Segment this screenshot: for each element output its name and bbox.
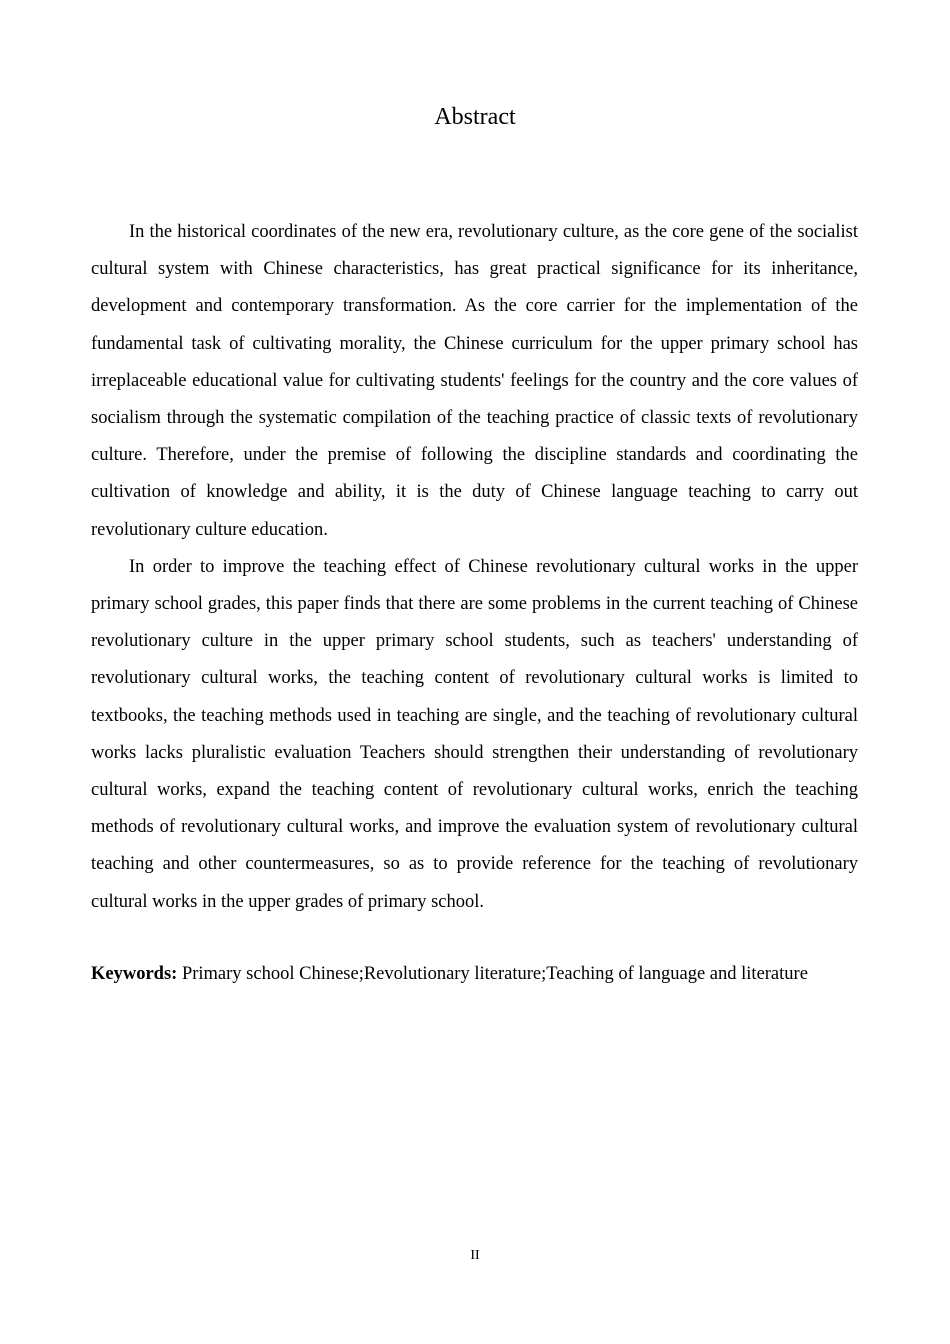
abstract-body <box>91 214 858 921</box>
keywords-text: Primary school Chinese;Revolutionary literature;Teaching of language and literature <box>181 964 808 984</box>
keywords-line <box>91 956 871 993</box>
abstract-paragraph-1: In the historical coordinates of the new era, revolutionary culture, as the core gene of the socialist cultural system with Chinese characteristics, has great practical significance for its inheritance, development and contemporary transformation. As the core carrier for the implementation of the fundamental task of cultivating morality, the Chinese curriculum for the upper primary school has irreplaceable educational value for cultivating students' feelings for the country and the core values of socialism through the systematic compilation of the teaching practice of classic texts of revolutionary culture. Therefore, under the premise of following the discipline standards and coordinating the cultivation of knowledge and ability, it is the duty of Chinese language teaching to carry out revolutionary culture education. <box>91 222 858 540</box>
keywords-label: Keywords: <box>91 964 178 984</box>
page-number: II <box>470 1248 480 1263</box>
page-title: Abstract <box>434 104 516 130</box>
abstract-paragraph-2: In order to improve the teaching effect of Chinese revolutionary cultural works in the upper primary school grades, this paper finds that there are some problems in the current teaching of Chinese revolutionary culture in the upper primary school students, such as teachers' understanding of revolutionary cultural works, the teaching content of revolutionary cultural works is limited to textbooks, the teaching methods used in teaching are single, and the teaching of revolutionary cultural works lacks pluralistic evaluation Teachers should strengthen their understanding of revolutionary cultural works, expand the teaching content of revolutionary cultural works, enrich the teaching methods of revolutionary cultural works, and improve the evaluation system of revolutionary cultural teaching and other countermeasures, so as to provide reference for the teaching of revolutionary cultural works in the upper grades of primary school. <box>91 556 858 912</box>
